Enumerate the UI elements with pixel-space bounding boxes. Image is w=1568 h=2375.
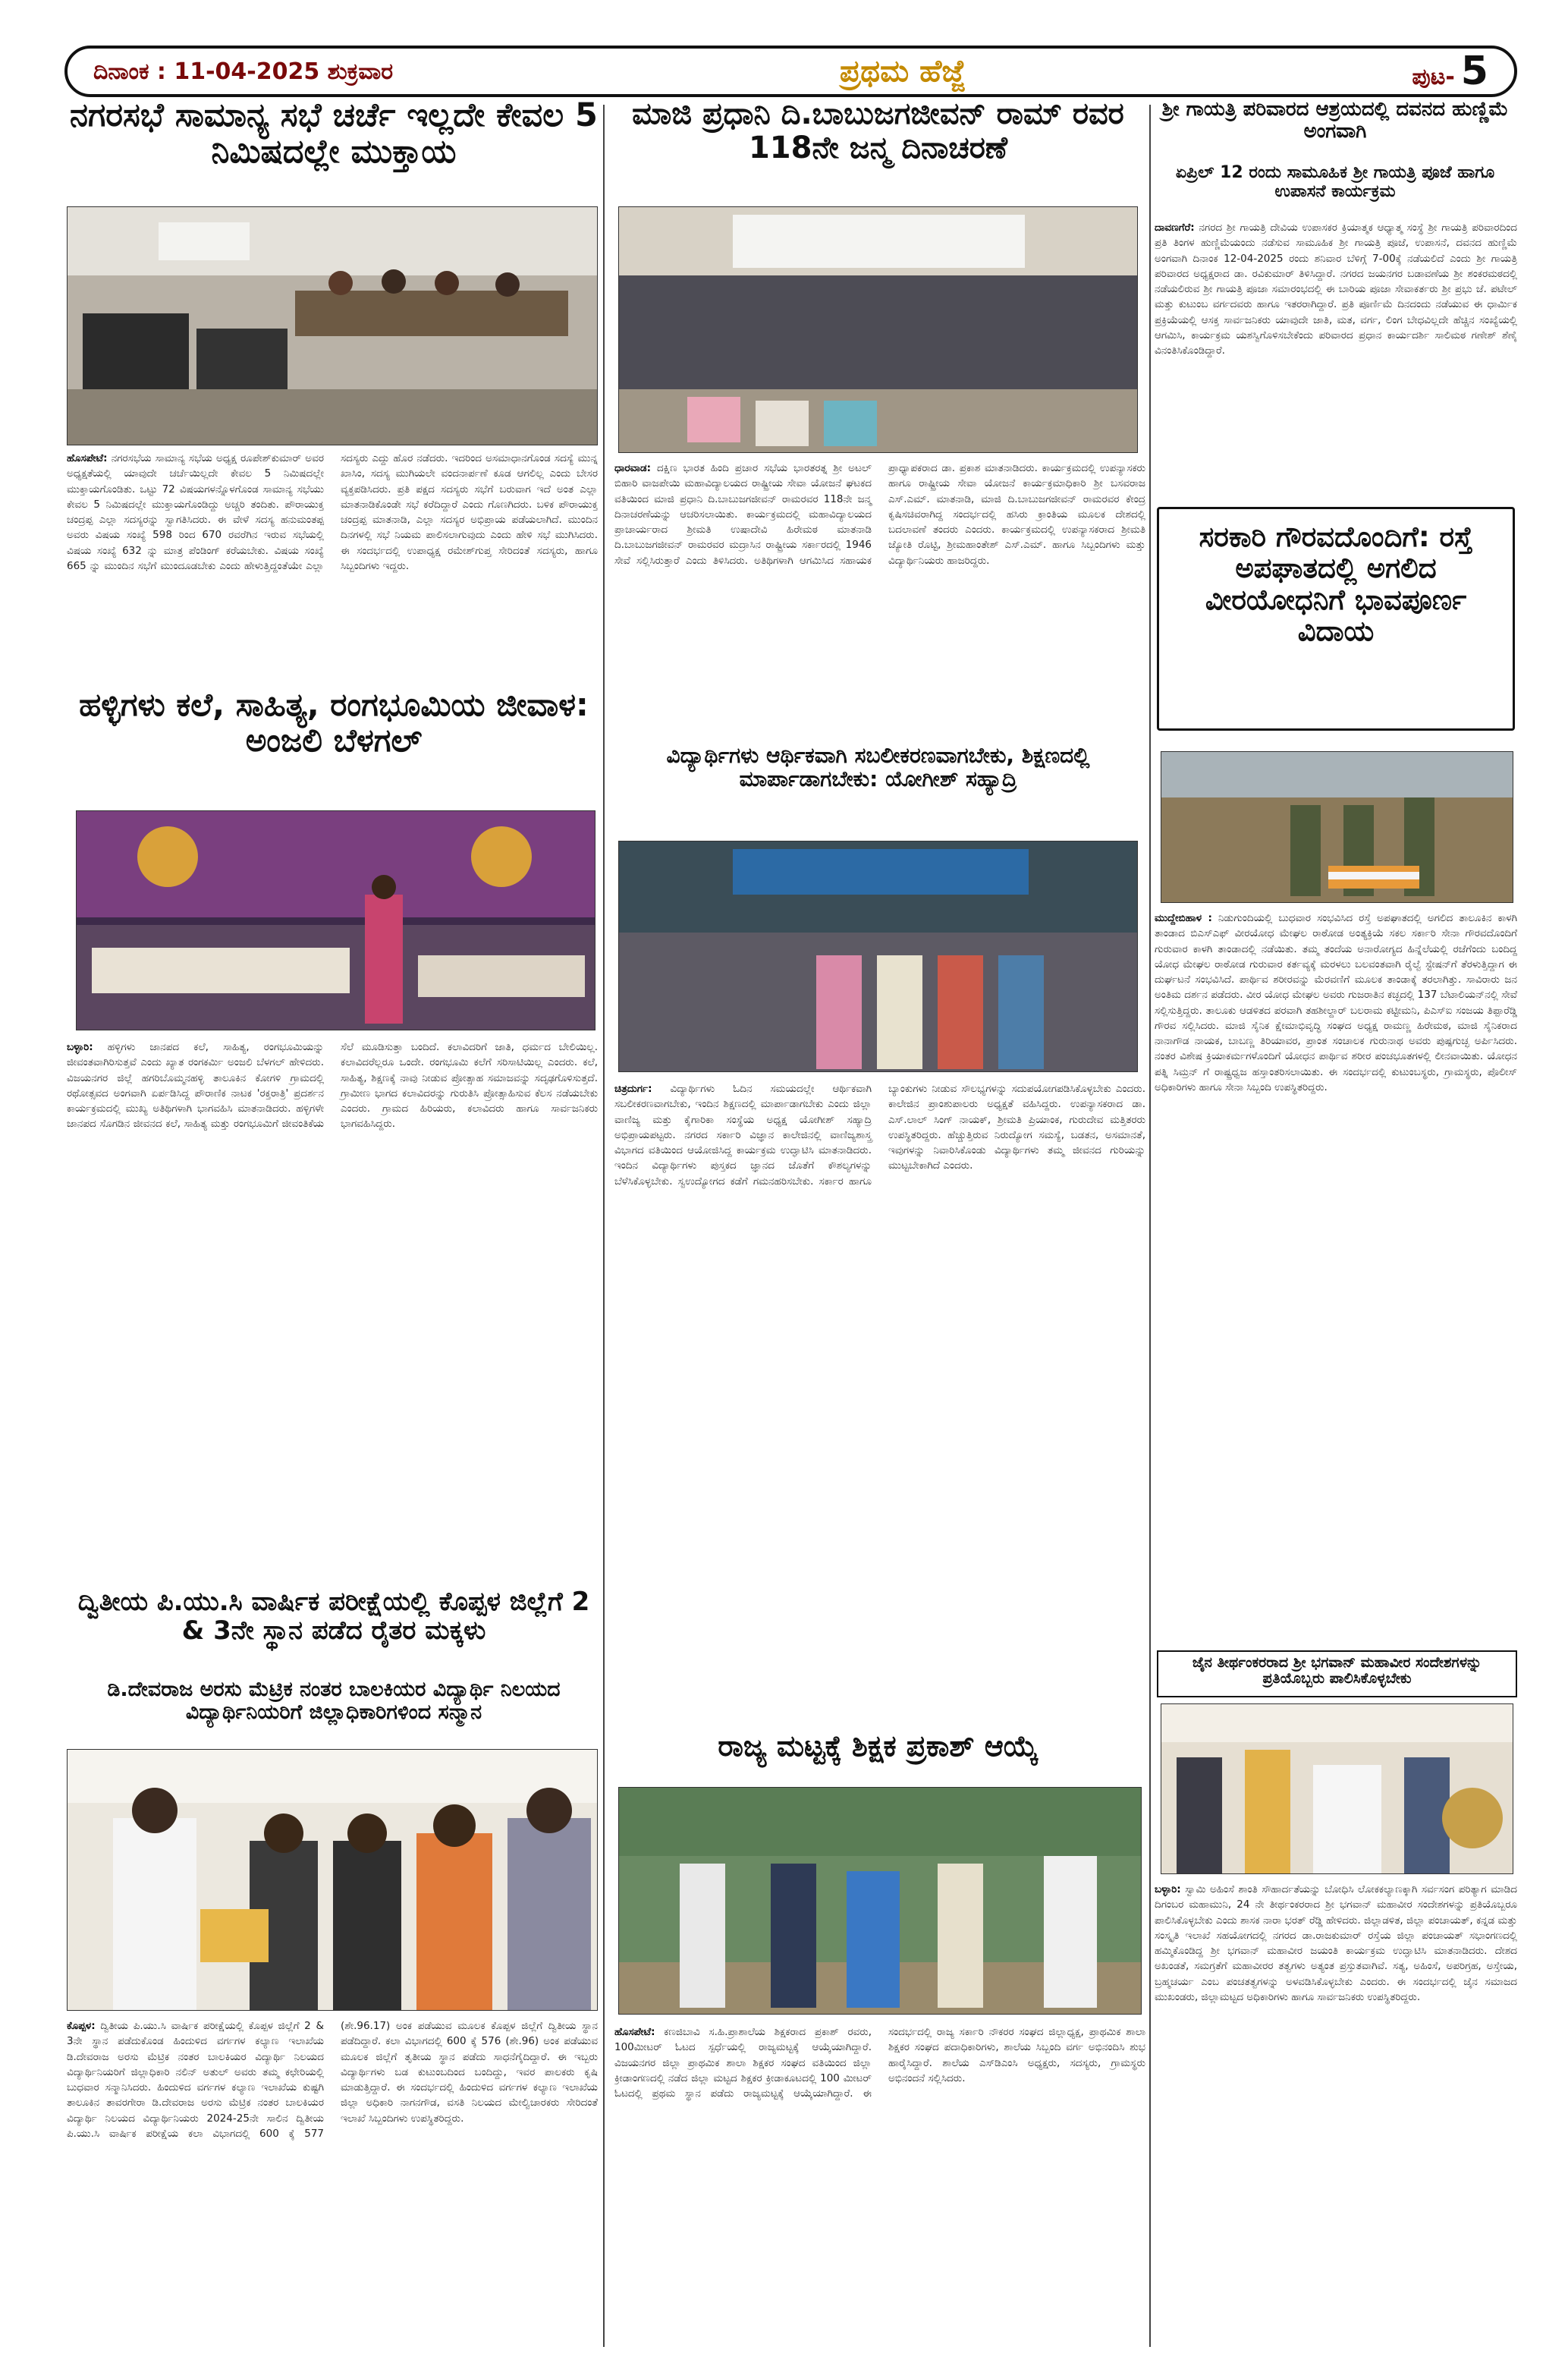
story9-text: ಸ್ವಾಮಿ ಅಹಿಂಸೆ ಶಾಂತಿ ಸೌಹಾರ್ದತೆಯನ್ನು ಬೋಧಿಸಿ ಲೋಕಕಲ್ಯಾಣಕ್ಕಾಗಿ ಸರ್ವಸಂಗ ಪರಿತ್ಯಾಗ ಮಾಡಿದ ದಿಗಂಬರ ಮಹಾಮುನಿ, 24 ನೇ ತೀರ್ಥಂಕರರಾದ ಶ್ರೀ ಭಗವಾನ್ ಮಹಾವೀರ ಸಂದೇಶಗಳನ್ನು ಪ್ರತಿಯೊಬ್ಬರೂ ಪಾಲಿಸಿಕೊಳ್ಳಬೇಕು ಎಂದು ಶಾಸಕ ನಾರಾ ಭರತ್ ರೆಡ್ಡಿ ಹೇಳಿದರು. ಜಿಲ್ಲಾಡಳಿತ, ಜಿಲ್ಲಾ ಪಂಚಾಯತ್, ಕನ್ನಡ ಮತ್ತು ಸಂಸ್ಕೃತಿ ಇಲಾಖೆ ಸಹಯೋಗದಲ್ಲಿ ನಗರದ ಡಾ.ರಾಜಕುಮಾರ್ ರಸ್ತೆಯ ಜಿಲ್ಲಾ ಪಂಚಾಯತ್ ಸಭಾಂಗಣದಲ್ಲಿ ಹಮ್ಮಿಕೊಂಡಿದ್ದ ಶ್ರೀ ಭಗವಾನ್ ಮಹಾವೀರ ಜಯಂತಿ ಕಾರ್ಯಕ್ರಮ ಉದ್ಘಾಟಿಸಿ ಮಾತನಾಡಿದರು. ದೇಶದ ಅಖಂಡತೆ, ಸಮಗ್ರತೆಗೆ ಮಹಾವೀರರ ತತ್ವಗಳು ಅತ್ಯಂತ ಪ್ರಸ್ತುತವಾಗಿವೆ. ಸತ್ಯ, ಅಹಿಂಸೆ, ಅಪರಿಗ್ರಹ, ಅಸ್ತೇಯ, ಬ್ರಹ್ಮಚರ್ಯ ಎಂಬ ಪಂಚತತ್ವಗಳನ್ನು ಅಳವಡಿಸಿಕೊಳ್ಳಬೇಕು ಎಂದರು. ಈ ಸಂದರ್ಭದಲ್ಲಿ ಜೈನ ಸಮಾಜದ ಮುಖಂಡರು, ಜಿಲ್ಲಾಮಟ್ಟದ ಅಧಿಕಾರಿಗಳು ಹಾಗೂ ಸಾರ್ವಜನಿಕರು ಉಪಸ್ಥಿತರಿದ್ದರು.: [1155, 1883, 1517, 2003]
mahaveera-jayanti-photo: [1161, 1704, 1513, 1874]
story3-subhead: ಏಪ್ರಿಲ್ 12 ರಂದು ಸಾಮೂಹಿಕ ಶ್ರೀ ಗಾಯತ್ರಿ ಪೂಜೆ ಹಾಗೂ ಉಪಾಸನೆ ಕಾರ್ಯಕ್ರಮ: [1175, 163, 1495, 201]
story5-dateline: ಬಳ್ಳಾರಿ:: [67, 1041, 93, 1053]
students-group-photo: [619, 207, 1138, 453]
story8-body: [614, 2024, 1145, 2343]
page-number: [1412, 49, 1488, 94]
story6-text: ವಿದ್ಯಾರ್ಥಿಗಳು ಓದಿನ ಸಮಯದಲ್ಲೇ ಆರ್ಥಿಕವಾಗಿ ಸಬಲೀಕರಣವಾಗಬೇಕು, ಇಂದಿನ ಶಿಕ್ಷಣದಲ್ಲಿ ಮಾರ್ಪಾಡಾಗಬೇಕು ಎಂದು ಜಿಲ್ಲಾ ವಾಣಿಜ್ಯ ಮತ್ತು ಕೈಗಾರಿಕಾ ಸಂಸ್ಥೆಯ ಅಧ್ಯಕ್ಷ ಯೋಗೀಶ್ ಸಹ್ಯಾದ್ರಿ ಅಭಿಪ್ರಾಯಪಟ್ಟರು. ನಗರದ ಸರ್ಕಾರಿ ವಿಜ್ಞಾನ ಕಾಲೇಜಿನಲ್ಲಿ ವಾಣಿಜ್ಯಶಾಸ್ತ್ರ ವಿಭಾಗದ ವತಿಯಿಂದ ಆಯೋಜಿಸಿದ್ದ ಕಾರ್ಯಕ್ರಮ ಉದ್ಘಾಟಿಸಿ ಮಾತನಾಡಿದರು. ಇಂದಿನ ವಿದ್ಯಾರ್ಥಿಗಳು ಪುಸ್ತಕದ ಜ್ಞಾನದ ಜೊತೆಗೆ ಕೌಶಲ್ಯಗಳನ್ನು ಬೆಳೆಸಿಕೊಳ್ಳಬೇಕು. ಸ್ವಉದ್ಯೋಗದ ಕಡೆಗೆ ಗಮನಹರಿಸಬೇಕು. ಸರ್ಕಾರ ಹಾಗೂ ಬ್ಯಾಂಕುಗಳು ನೀಡುವ ಸೌಲಭ್ಯಗಳನ್ನು ಸದುಪಯೋಗಪಡಿಸಿಕೊಳ್ಳಬೇಕು ಎಂದರು. ಕಾಲೇಜಿನ ಪ್ರಾಂಶುಪಾಲರು ಅಧ್ಯಕ್ಷತೆ ವಹಿಸಿದ್ದರು. ಉಪನ್ಯಾಸಕರಾದ ಡಾ. ಎಸ್.ಲಾಲ್ ಸಿಂಗ್ ನಾಯಕ್, ಶ್ರೀಮತಿ ಪ್ರಿಯಾಂಕ, ಗುರುದೇವ ಮತ್ತಿತರರು ಉಪಸ್ಥಿತರಿದ್ದರು. ಹೆಚ್ಚುತ್ತಿರುವ ನಿರುದ್ಯೋಗ ಸಮಸ್ಯೆ, ಬಡತನ, ಅಸಮಾನತೆ, ಇವುಗಳನ್ನು ನಿವಾರಿಸಿಕೊಂಡು ವಿದ್ಯಾರ್ಥಿಗಳು ತಮ್ಮ ಜೀವನದ ಗುರಿಯನ್ನು ಮುಟ್ಟಬೇಕಾಗಿದೆ ಎಂದರು.: [614, 1083, 1145, 1188]
story9-body: [1155, 1882, 1517, 2345]
story3-dateline: ದಾವಣಗೆರೆ:: [1155, 222, 1195, 234]
newspaper-name: ಪ್ರಥಮ ಹೆಜ್ಜೆ: [839, 54, 966, 89]
award-photo: [619, 1788, 1142, 2015]
story3-headline: ಶ್ರೀ ಗಾಯತ್ರಿ ಪರಿವಾರದ ಆಶ್ರಯದಲ್ಲಿ ದವನದ ಹುಣ್ಣಿಮೆ ಅಂಗವಾಗಿ: [1161, 98, 1509, 143]
page-label: ಪುಟ-: [1412, 64, 1455, 90]
story8-headline: ರಾಜ್ಯ ಮಟ್ಟಕ್ಕೆ ಶಿಕ್ಷಕ ಪ್ರಕಾಶ್ ಆಯ್ಕೆ: [718, 1729, 1039, 1763]
story6-dateline: ಚಿತ್ರದುರ್ಗ:: [614, 1083, 652, 1095]
story9-dateline: ಬಳ್ಳಾರಿ:: [1155, 1883, 1181, 1895]
column-rule-1: [603, 105, 605, 2347]
story4-text: ನಿಡುಗುಂದಿಯಲ್ಲಿ ಬುಧವಾರ ಸಂಭವಿಸಿದ ರಸ್ತೆ ಅಪಘಾತದಲ್ಲಿ ಅಗಲಿದ ತಾಲೂಕಿನ ಕಾಳಗಿ ತಾಂಡಾದ ಬಿಎಸ್‌ಎಫ್ ವೀರಯೋಧ ಮೇಘಲ ರಾಠೋಡ ಅಂತ್ಯಕ್ರಿಯೆ ಸಕಲ ಸರ್ಕಾರಿ ಸೇನಾ ಗೌರವದೊಂದಿಗೆ ಗುರುವಾರ ಕಾಳಗಿ ತಾಂಡಾದಲ್ಲಿ ನಡೆಯಿತು. ತಮ್ಮ ತಂದೆಯ ಅನಾರೋಗ್ಯದ ಹಿನ್ನೆಲೆಯಲ್ಲಿ ರಜೆಗೆಂದು ಬಂದಿದ್ದ ಯೋಧ ಮೇಘಲ ರಾಠೋಡ ಗುರುವಾರ ಕರ್ತವ್ಯಕ್ಕೆ ಮರಳಲು ಬಲವಂತವಾಗಿ ರೈಲ್ವೆ ಸ್ಟೇಷನ್‌ಗೆ ತೆರಳುತ್ತಿದ್ದಾಗ ಈ ದುರ್ಘಟನೆ ಸಂಭವಿಸಿದೆ. ಪಾರ್ಥಿವ ಶರೀರವನ್ನು ಮೆರವಣಿಗೆ ಮೂಲಕ ತಾಂಡಾಕ್ಕೆ ತರಲಾಗಿತ್ತು. ಸಾವಿರಾರು ಜನ ಅಂತಿಮ ದರ್ಶನ ಪಡೆದರು. ವೀರ ಯೋಧ ಮೇಘಲ ಅವರು ಗುಜರಾತಿನ ಕಚ್ಛದಲ್ಲಿ 137 ಬೆಟಾಲಿಯನ್‌ನಲ್ಲಿ ಸೇವೆ ಸಲ್ಲಿಸುತ್ತಿದ್ದರು. ತಾಲೂಕು ಆಡಳಿತದ ಪರವಾಗಿ ತಹಶೀಲ್ದಾರ್ ಬಲರಾಮ ಕಟ್ಟೀಮನಿ, ಪಿಎಸ್ಐ ಸಂಜಯ ತಿಪ್ಪಾರೆಡ್ಡಿ ಗೌರವ ಸಲ್ಲಿಸಿದರು. ಮಾಜಿ ಸೈನಿಕ ಕ್ಷೇಮಾಭಿವೃದ್ಧಿ ಸಂಘದ ಅಧ್ಯಕ್ಷ ರಾಮಣ್ಣ ಹಿರೇಮಠ, ಮಾಜಿ ಸೈನಿಕರಾದ ನಾನಾಗೌಡ ನಾಯಕ, ಬಾಬಣ್ಣ ತಿರಿಯಾವರ, ಪ್ರಾಂತ ಸಂಚಾಲಕ ಗುರುನಾಥ ಅವರು ಪುಷ್ಪಗುಚ್ಛ ಅರ್ಪಿಸಿದರು. ನಂತರ ವಿಶೇಷ ಕ್ರಿಯಾಕರ್ಮಗಳೊಂದಿಗೆ ಯೋಧನ ಪಾರ್ಥಿವ ಶರೀರ ಪಂಚಭೂತಗಳಲ್ಲಿ ಲೀನವಾಯಿತು. ಯೋಧನ ಪತ್ನಿ ಸಿಮ್ರನ್ ಗೆ ರಾಷ್ಟ್ರಧ್ವಜ ಹಸ್ತಾಂತರಿಸಲಾಯಿತು. ಈ ಸಂದರ್ಭದಲ್ಲಿ ಕುಟುಂಬಸ್ಥರು, ಗ್ರಾಮಸ್ಥರು, ಪೊಲೀಸ್ ಅಧಿಕಾರಿಗಳು ಹಾಗೂ ಸೇನಾ ಸಿಬ್ಬಂದಿ ಉಪಸ್ಥಿತರಿದ್ದರು.: [1155, 912, 1517, 1093]
story9-headline: ಜೈನ ತೀರ್ಥಂಕರರಾದ ಶ್ರೀ ಭಗವಾನ್ ಮಹಾವೀರ ಸಂದೇಶಗಳನ್ನು ಪ್ರತಿಯೊಬ್ಬರು ಪಾಲಿಸಿಕೊಳ್ಳಬೇಕು: [1157, 1650, 1517, 1697]
story2-body: [614, 461, 1145, 738]
story1-photo: [67, 206, 598, 445]
story4-photo: [1161, 751, 1513, 903]
story4-dateline: ಮುದ್ದೇಬಿಹಾಳ :: [1155, 912, 1212, 924]
story8-photo: [618, 1787, 1142, 2015]
story2-headline: ಮಾಜಿ ಪ್ರಧಾನಿ ದಿ.ಬಾಬುಜಗಜೀವನ್ ರಾಮ್ ರವರ 118ನೇ ಜನ್ಮ ದಿನಾಚರಣೆ: [632, 96, 1124, 165]
story5-photo: [76, 810, 595, 1030]
story7-photo: [67, 1749, 598, 2011]
college-function-photo: [619, 841, 1138, 1072]
story9-photo: [1161, 1703, 1513, 1874]
story1-text: ನಗರಸಭೆಯ ಸಾಮಾನ್ಯ ಸಭೆಯ ಅಧ್ಯಕ್ಷ ರೂಪೇಶ್‌ಕುಮಾರ್ ಅವರ ಅಧ್ಯಕ್ಷತೆಯಲ್ಲಿ ಯಾವುದೇ ಚರ್ಚೆಯಿಲ್ಲದೇ ಕೇವಲ 5 ನಿಮಿಷದಲ್ಲೇ ಮುಕ್ತಾಯಗೊಂಡಿತು. ಒಟ್ಟು 72 ವಿಷಯಗಳನ್ನೊಳಗೊಂಡ ಸಾಮಾನ್ಯ ಸಭೆಯು ಕೇವಲ 5 ನಿಮಿಷದಲ್ಲೇ ಮುಕ್ತಾಯಗೊಂಡಿದ್ದು ಅಚ್ಚರಿ ತಂದಿತು. ಪೌರಾಯುಕ್ತ ಚಂದ್ರಪ್ಪ ಎಲ್ಲಾ ಸದಸ್ಯರನ್ನು ಸ್ವಾಗತಿಸಿದರು. ಈ ವೇಳೆ ಸದಸ್ಯ ಹನುಮಂತಪ್ಪ ಅವರು ವಿಷಯ ಸಂಖ್ಯೆ 598 ರಿಂದ 670 ರವರೆಗಿನ ಇರುವ ಸಭೆಯಲ್ಲಿ ವಿಷಯ ಸಂಖ್ಯೆ 632 ನ್ನು ಮಾತ್ರ ಪೆಂಡಿಂಗ್ ಕರೆಯಬೇಕು. ವಿಷಯ ಸಂಖ್ಯೆ 665 ನ್ನು ಮುಂದಿನ ಸಭೆಗೆ ಮುಂದೂಡಬೇಕು ಎಂದು ಹೇಳುತ್ತಿದ್ದಂತೆಯೇ ಎಲ್ಲಾ ಸದಸ್ಯರು ಎದ್ದು ಹೊರ ನಡೆದರು. ಇದರಿಂದ ಅಸಮಾಧಾನಗೊಂಡ ಸದಸ್ಯೆ ಮುನ್ನ ಖಾಸಿಂ, ಸದಸ್ಯ ಮುಗಿಯಲೇ ವಂದನಾರ್ಪಣೆ ಕೂಡ ಆಗಲಿಲ್ಲ ಎಂದು ಬೇಸರ ವ್ಯಕ್ತಪಡಿಸಿದರು. ಪ್ರತಿ ಪಕ್ಷದ ಸದಸ್ಯರು ಸಭೆಗೆ ಬರುವಾಗ ಇದೆ ಅಂತ ಎಲ್ಲಾ ಮಾತನಾಡಿಕೊಂಡೇ ಸಭೆ ಕರೆದಿದ್ದಾರೆ ಎಂದು ಗೊಣಗಿದರು. ಬಳಿಕ ಪೌರಾಯುಕ್ತ ಚಂದ್ರಪ್ಪ ಮಾತನಾಡಿ, ಎಲ್ಲಾ ಸದಸ್ಯರ ಅಭಿಪ್ರಾಯ ಪಡೆಯಲಾಗಿದೆ. ಮುಂದಿನ ದಿನಗಳಲ್ಲಿ ಸಭೆ ನಿಯಮ ಪಾಲಿಸಲಾಗುವುದು ಎಂದು ಹೇಳಿ ಸಭೆ ಮುಗಿಸಿದರು. ಈ ಸಂದರ್ಭದಲ್ಲಿ ಉಪಾಧ್ಯಕ್ಷ ರಮೇಶ್‌ಗುಪ್ತ ಸೇರಿದಂತೆ ಸದಸ್ಯರು, ಹಾಗೂ ಸಿಬ್ಬಂದಿಗಳು ಇದ್ದರು.: [67, 452, 598, 572]
story6-photo: [618, 841, 1138, 1072]
story5-headline: ಹಳ್ಳಿಗಳು ಕಲೆ, ಸಾಹಿತ್ಯ, ರಂಗಭೂಮಿಯ ಜೀವಾಳ: ಅಂಜಲಿ ಬೆಳಗಲ್: [79, 686, 589, 760]
story8-text: ಕಣಜಿಬಾವಿ ಸ.ಹಿ.ಪ್ರಾಶಾಲೆಯ ಶಿಕ್ಷಕರಾದ ಪ್ರಕಾಶ್ ರವರು, 100ಮೀಟರ್ ಓಟದ ಸ್ಪರ್ಧೆಯಲ್ಲಿ ರಾಜ್ಯಮಟ್ಟಕ್ಕೆ ಆಯ್ಕೆಯಾಗಿದ್ದಾರೆ. ವಿಜಯನಗರ ಜಿಲ್ಲಾ ಪ್ರಾಥಮಿಕ ಶಾಲಾ ಶಿಕ್ಷಕರ ಸಂಘದ ವತಿಯಿಂದ ಜಿಲ್ಲಾ ಕ್ರೀಡಾಂಗಣದಲ್ಲಿ ನಡೆದ ಜಿಲ್ಲಾ ಮಟ್ಟದ ಶಿಕ್ಷಕರ ಕ್ರೀಡಾಕೂಟದಲ್ಲಿ 100 ಮೀಟರ್ ಓಟದಲ್ಲಿ ಪ್ರಥಮ ಸ್ಥಾನ ಪಡೆದು ರಾಜ್ಯಮಟ್ಟಕ್ಕೆ ಆಯ್ಕೆಯಾಗಿದ್ದಾರೆ. ಈ ಸಂದರ್ಭದಲ್ಲಿ ರಾಜ್ಯ ಸರ್ಕಾರಿ ನೌಕರರ ಸಂಘದ ಜಿಲ್ಲಾಧ್ಯಕ್ಷ, ಪ್ರಾಥಮಿಕ ಶಾಲಾ ಶಿಕ್ಷಕರ ಸಂಘದ ಪದಾಧಿಕಾರಿಗಳು, ಶಾಲೆಯ ಸಿಬ್ಬಂದಿ ವರ್ಗ ಅಭಿನಂದಿಸಿ ಶುಭ ಹಾರೈಸಿದ್ದಾರೆ. ಶಾಲೆಯ ಎಸ್‌ಡಿಎಂಸಿ ಅಧ್ಯಕ್ಷರು, ಸದಸ್ಯರು, ಗ್ರಾಮಸ್ಥರು ಅಭಿನಂದನೆ ಸಲ್ಲಿಸಿದರು.: [614, 2026, 1145, 2100]
story2-dateline: ಧಾರವಾಡ:: [614, 462, 652, 474]
story6-body: [614, 1081, 1145, 1715]
military-funeral-photo: [1161, 752, 1513, 903]
story5-body: [67, 1040, 598, 1574]
masthead: [64, 46, 1517, 97]
story2-photo: [618, 206, 1138, 453]
column-rule-2: [1149, 105, 1151, 2347]
story7-headline: ದ್ವಿತೀಯ ಪಿ.ಯು.ಸಿ ವಾರ್ಷಿಕ ಪರೀಕ್ಷೆಯಲ್ಲಿ ಕೊಪ್ಪಳ ಜಿಲ್ಲೆಗೆ 2 & 3ನೇ ಸ್ಥಾನ ಪಡೆದ ರೈತರ ಮಕ್ಕಳು: [77, 1587, 590, 1647]
story6-headline: ವಿದ್ಯಾರ್ಥಿಗಳು ಆರ್ಥಿಕವಾಗಿ ಸಬಲೀಕರಣವಾಗಬೇಕು, ಶಿಕ್ಷಣದಲ್ಲಿ ಮಾರ್ಪಾಡಾಗಬೇಕು: ಯೋಗೀಶ್ ಸಹ್ಯಾದ್ರಿ: [666, 743, 1090, 792]
story4-headline: ಸರಕಾರಿ ಗೌರವದೊಂದಿಗೆ: ರಸ್ತೆ ಅಪಘಾತದಲ್ಲಿ ಅಗಲಿದ ವೀರಯೋಧನಿಗೆ ಭಾವಪೂರ್ಣ ವಿದಾಯ: [1157, 507, 1515, 731]
felicitation-photo: [68, 1750, 598, 2011]
issue-date: ದಿನಾಂಕ : 11-04-2025 ಶುಕ್ರವಾರ: [93, 58, 394, 85]
story7-subhead: ಡಿ.ದೇವರಾಜ ಅರಸು ಮೆಟ್ರಿಕ ನಂತರ ಬಾಲಕಿಯರ ವಿದ್ಯಾರ್ಥಿ ನಿಲಯದ ವಿದ್ಯಾರ್ಥಿನಿಯರಿಗೆ ಜಿಲ್ಲಾಧಿಕಾರಿಗಳಿಂದ ಸನ್ಮಾನ: [107, 1678, 561, 1725]
council-meeting-photo: [68, 207, 598, 445]
story1-headline: ನಗರಸಭೆ ಸಾಮಾನ್ಯ ಸಭೆ ಚರ್ಚೆ ಇಲ್ಲದೇ ಕೇವಲ 5 ನಿಮಿಷದಲ್ಲೇ ಮುಕ್ತಾಯ: [70, 96, 598, 171]
story8-dateline: ಹೊಸಪೇಟೆ:: [614, 2026, 655, 2038]
story7-dateline: ಕೊಪ್ಪಳ:: [67, 2020, 96, 2032]
story7-text: ದ್ವಿತೀಯ ಪಿ.ಯು.ಸಿ ವಾರ್ಷಿಕ ಪರೀಕ್ಷೆಯಲ್ಲಿ ಕೊಪ್ಪಳ ಜಿಲ್ಲೆಗೆ 2 & 3ನೇ ಸ್ಥಾನ ಪಡೆದುಕೊಂಡ ಹಿಂದುಳಿದ ವರ್ಗಗಳ ಕಲ್ಯಾಣ ಇಲಾಖೆಯ ಡಿ.ದೇವರಾಜ ಅರಸು ಮೆಟ್ರಿಕ ನಂತರ ಬಾಲಕಿಯರ ವಿದ್ಯಾರ್ಥಿ ನಿಲಯದ ವಿದ್ಯಾರ್ಥಿನಿಯರಿಗೆ ಜಿಲ್ಲಾಧಿಕಾರಿ ನಲಿನ್ ಅತುಲ್ ಅವರು ತಮ್ಮ ಕಛೇರಿಯಲ್ಲಿ ಬುಧವಾರ ಸನ್ಮಾನಿಸಿದರು. ಹಿಂದುಳಿದ ವರ್ಗಗಳ ಕಲ್ಯಾಣ ಇಲಾಖೆಯ ಕುಷ್ಟಗಿ ತಾಲೂಕಿನ ತಾವರಗೇರಾ ಡಿ.ದೇವರಾಜ ಅರಸು ಮೆಟ್ರಿಕ ನಂತರ ಬಾಲಕಿಯರ ವಿದ್ಯಾರ್ಥಿ ನಿಲಯದ ವಿದ್ಯಾರ್ಥಿನಿಯರು 2024-25ನೇ ಸಾಲಿನ ದ್ವಿತೀಯ ಪಿ.ಯು.ಸಿ ವಾರ್ಷಿಕ ಪರೀಕ್ಷೆಯ ಕಲಾ ವಿಭಾಗದಲ್ಲಿ 600 ಕ್ಕೆ 577 (ಶೇ.96.17) ಅಂಕ ಪಡೆಯುವ ಮೂಲಕ ಕೊಪ್ಪಳ ಜಿಲ್ಲೆಗೆ ದ್ವಿತೀಯ ಸ್ಥಾನ ಪಡೆದಿದ್ದಾರೆ. ಕಲಾ ವಿಭಾಗದಲ್ಲಿ 600 ಕ್ಕೆ 576 (ಶೇ.96) ಅಂಕ ಪಡೆಯುವ ಮೂಲಕ ಜಿಲ್ಲೆಗೆ ತೃತೀಯ ಸ್ಥಾನ ಪಡೆದು ಸಾಧನೆಗೈದಿದ್ದಾರೆ. ಈ ಇಬ್ಬರು ವಿದ್ಯಾರ್ಥಿಗಳು ಬಡ ಕುಟುಂಬದಿಂದ ಬಂದಿದ್ದು, ಇವರ ಪಾಲಕರು ಕೃಷಿ ಮಾಡುತ್ತಿದ್ದಾರೆ. ಈ ಸಂದರ್ಭದಲ್ಲಿ ಹಿಂದುಳಿದ ವರ್ಗಗಳ ಕಲ್ಯಾಣ ಇಲಾಖೆಯ ಜಿಲ್ಲಾ ಅಧಿಕಾರಿ ನಾಗನಗೌಡ, ವಸತಿ ನಿಲಯದ ಮೇಲ್ವಿಚಾರಕರು ಸೇರಿದಂತೆ ಇಲಾಖೆ ಸಿಬ್ಬಂದಿಗಳು ಉಪಸ್ಥಿತರಿದ್ದರು.: [67, 2020, 598, 2140]
page-no: 5: [1460, 49, 1488, 94]
story3-text: ನಗರದ ಶ್ರೀ ಗಾಯತ್ರಿ ದೇವಿಯ ಉಪಾಸಕರ ಕ್ರಿಯಾತ್ಮಕ ಆಧ್ಯಾತ್ಮ ಸಂಸ್ಥೆ ಶ್ರೀ ಗಾಯತ್ರಿ ಪರಿವಾರದಿಂದ ಪ್ರತಿ ತಿಂಗಳ ಹುಣ್ಣಿಮೆಯಂದು ನಡೆಸುವ ಸಾಮೂಹಿಕ ಶ್ರೀ ಗಾಯತ್ರಿ ಪೂಜೆ, ಉಪಾಸನೆ, ದವನದ ಹುಣ್ಣಿಮೆ ಅಂಗವಾಗಿ ದಿನಾಂಕ 12-04-2025 ರಂದು ಶನಿವಾರ ಬೆಳಿಗ್ಗೆ 7-00ಕ್ಕೆ ನಡೆಯಲಿದೆ ಎಂದು ಶ್ರೀ ಗಾಯತ್ರಿ ಪರಿವಾರದ ಅಧ್ಯಕ್ಷರಾದ ಡಾ. ರವಿಕುಮಾರ್ ತಿಳಿಸಿದ್ದಾರೆ. ನಗರದ ಜಯನಗರ ಬಡಾವಣೆಯ ಶ್ರೀ ಶಂಕರಮಠದಲ್ಲಿ ನಡೆಯಲಿರುವ ಶ್ರೀ ಗಾಯತ್ರಿ ಪೂಜಾ ಸಮಾರಂಭದಲ್ಲಿ ಈ ಬಾರಿಯ ಪೂಜಾ ಸೇವಾಕರ್ತರು ಶ್ರೀ ಪ್ರಭು ಜೆ. ಪಟೇಲ್ ಮತ್ತು ಕುಟುಂಬ ವರ್ಗದವರು ಹಾಗೂ ಇತರರಾಗಿದ್ದಾರೆ. ಪ್ರತಿ ಪೂರ್ಣಿಮೆ ದಿನದಂದು ನಡೆಯುವ ಈ ಧಾರ್ಮಿಕ ಪ್ರಕ್ರಿಯೆಯಲ್ಲಿ ಆಸಕ್ತ ಸಾರ್ವಜನಿಕರು ಯಾವುದೇ ಜಾತಿ, ಮತ, ವರ್ಗ, ಲಿಂಗ ಬೇಧವಿಲ್ಲದೇ ಹೆಚ್ಚಿನ ಸಂಖ್ಯೆಯಲ್ಲಿ ಆಗಮಿಸಿ, ಕಾರ್ಯಕ್ರಮ ಯಶಸ್ವಿಗೊಳಿಸಬೇಕೆಂದು ಪರಿವಾರದ ಪ್ರಧಾನ ಕಾರ್ಯದರ್ಶಿ ಸಾಲಿಮಠ ಗಣೇಶ್ ಶೆಣೈ ವಿನಂತಿಸಿಕೊಂಡಿದ್ದಾರೆ.: [1155, 222, 1517, 357]
story1-dateline: ಹೊಸಪೇಟೆ:: [67, 452, 108, 464]
story4-body: [1155, 911, 1517, 1639]
story2-text: ದಕ್ಷಿಣ ಭಾರತ ಹಿಂದಿ ಪ್ರಚಾರ ಸಭೆಯ ಭಾರತರತ್ನ ಶ್ರೀ ಅಟಲ್ ಬಿಹಾರಿ ವಾಜಪೇಯಿ ಮಹಾವಿದ್ಯಾಲಯದ ರಾಷ್ಟ್ರೀಯ ಸೇವಾ ಯೋಜನೆ ಘಟಕದ ವತಿಯಿಂದ ಮಾಜಿ ಪ್ರಧಾನಿ ದಿ.ಬಾಬುಜಗಜೀವನ್ ರಾಮರವರ 118ನೇ ಜನ್ಮ ದಿನಾಚರಣೆಯನ್ನು ಆಚರಿಸಲಾಯಿತು. ಕಾರ್ಯಕ್ರಮದಲ್ಲಿ ಮಹಾವಿದ್ಯಾಲಯದ ಪ್ರಾಚಾರ್ಯರಾದ ಶ್ರೀಮತಿ ಉಷಾದೇವಿ ಹಿರೇಮಠ ಮಾತನಾಡಿ ದಿ.ಬಾಬುಜಗಜೀವನ್ ರಾಮರವರ ಮದ್ರಾಸಿನ ರಾಷ್ಟ್ರೀಯ ಸರ್ಕಾರದಲ್ಲಿ 1946 ಸೇವೆ ಸಲ್ಲಿಸಿರುತ್ತಾರೆ ಎಂದು ತಿಳಿಸಿದರು. ಅತಿಥಿಗಳಾಗಿ ಆಗಮಿಸಿದ ಸಹಾಯಕ ಪ್ರಾಧ್ಯಾಪಕರಾದ ಡಾ. ಪ್ರಕಾಶ ಮಾತನಾಡಿದರು. ಕಾರ್ಯಕ್ರಮದಲ್ಲಿ ಉಪನ್ಯಾಸಕರು ಹಾಗೂ ರಾಷ್ಟ್ರೀಯ ಸೇವಾ ಯೋಜನೆ ಕಾರ್ಯಕ್ರಮಾಧಿಕಾರಿ ಶ್ರೀ ಬಸವರಾಜ ಎಸ್.ಎಮ್. ಮಾತನಾಡಿ, ಮಾಜಿ ದಿ.ಬಾಬುಜಗಜೀವನ್ ರಾಮರವರ ಕೇಂದ್ರ ಕೃಷಿಸಚಿವರಾಗಿದ್ದ ಸಂದರ್ಭದಲ್ಲಿ ಹಸಿರು ಕ್ರಾಂತಿಯ ಮೂಲಕ ದೇಶದಲ್ಲಿ ಬದಲಾವಣೆ ತಂದರು ಎಂದರು. ಕಾರ್ಯಕ್ರಮದಲ್ಲಿ ಉಪನ್ಯಾಸಕರಾದ ಶ್ರೀಮತಿ ಜ್ಯೋತಿ ರೊಟ್ಟಿ, ಶ್ರೀಮಹಾಂತೇಶ್ ಎಸ್.ಎಮ್. ಹಾಗೂ ಸಿಬ್ಬಂದಿಗಳು ಮತ್ತು ವಿದ್ಯಾರ್ಥಿನಿಯರು ಹಾಜರಿದ್ದರು.: [614, 462, 1145, 567]
story5-text: ಹಳ್ಳಿಗಳು ಜಾನಪದ ಕಲೆ, ಸಾಹಿತ್ಯ, ರಂಗಭೂಮಿಯನ್ನು ಜೀವಂತವಾಗಿರಿಸುತ್ತವೆ ಎಂದು ಖ್ಯಾತ ರಂಗಕರ್ಮಿ ಅಂಜಲಿ ಬೆಳಗಲ್ ಹೇಳಿದರು. ವಿಜಯನಗರ ಜಿಲ್ಲೆ ಹಗರಿಬೊಮ್ಮನಹಳ್ಳಿ ತಾಲೂಕಿನ ಕೋಗಳಿ ಗ್ರಾಮದಲ್ಲಿ ರಥೋತ್ಸವದ ಅಂಗವಾಗಿ ಏರ್ಪಡಿಸಿದ್ದ ಪೌರಾಣಿಕ ನಾಟಕ 'ರಕ್ತರಾತ್ರಿ' ಪ್ರದರ್ಶನ ಕಾರ್ಯಕ್ರಮದಲ್ಲಿ ಮುಖ್ಯ ಅತಿಥಿಗಳಾಗಿ ಭಾಗವಹಿಸಿ ಮಾತನಾಡಿದರು. ಹಳ್ಳಿಗಳೇ ಜಾನಪದ ಸೊಗಡಿನ ಜೀವನದ ಕಲೆ, ಸಾಹಿತ್ಯ ಮತ್ತು ರಂಗಭೂಮಿಗೆ ಜೀವಂತಿಕೆಯ ಸೆಲೆ ಮೂಡಿಸುತ್ತಾ ಬಂದಿದೆ. ಕಲಾವಿದರಿಗೆ ಜಾತಿ, ಧರ್ಮದ ಬೇಲಿಯಿಲ್ಲ. ಕಲಾವಿದರೆಲ್ಲರೂ ಒಂದೇ. ರಂಗಭೂಮಿ ಕಲೆಗೆ ಸರಿಸಾಟಿಯಿಲ್ಲ ಎಂದರು. ಕಲೆ, ಸಾಹಿತ್ಯ, ಶಿಕ್ಷಣಕ್ಕೆ ನಾವು ನೀಡುವ ಪ್ರೋತ್ಸಾಹ ಸಮಾಜವನ್ನು ಸದೃಢಗೊಳಿಸುತ್ತದೆ. ಗ್ರಾಮೀಣ ಭಾಗದ ಕಲಾವಿದರನ್ನು ಗುರುತಿಸಿ ಪ್ರೋತ್ಸಾಹಿಸುವ ಕೆಲಸ ನಡೆಯಬೇಕು ಎಂದರು. ಗ್ರಾಮದ ಹಿರಿಯರು, ಕಲಾವಿದರು ಹಾಗೂ ಸಾರ್ವಜನಿಕರು ಭಾಗವಹಿಸಿದ್ದರು.: [67, 1041, 598, 1131]
stage-event-photo: [77, 811, 595, 1030]
story3-body: [1155, 220, 1517, 493]
story1-body: [67, 451, 598, 656]
story7-body: [67, 2018, 598, 2345]
